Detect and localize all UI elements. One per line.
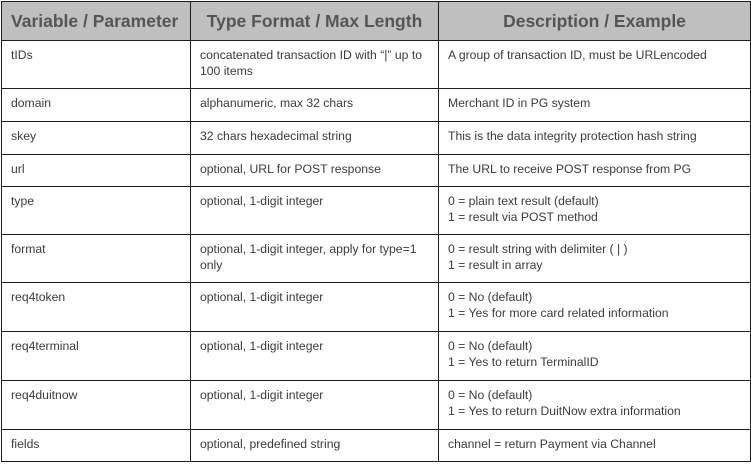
header-row <box>2 2 751 41</box>
table-row <box>2 381 751 430</box>
table-row <box>2 122 751 155</box>
desc-line: This is the data integrity protection hash string <box>448 129 697 143</box>
desc-line: 1 = Yes to return DuitNow extra information <box>448 404 681 418</box>
type-cell: 32 chars hexadecimal string <box>191 122 439 155</box>
desc-line: 1 = result in array <box>448 258 543 272</box>
desc-cell <box>439 235 751 283</box>
param-cell: url <box>2 155 191 187</box>
table-row <box>2 430 751 462</box>
desc-cell <box>439 332 751 381</box>
param-cell: format <box>2 235 191 283</box>
type-cell: optional, URL for POST response <box>191 155 439 187</box>
type-cell: optional, predefined string <box>191 430 439 462</box>
desc-line: 1 = Yes for more card related information <box>448 306 669 320</box>
param-cell: req4token <box>2 283 191 332</box>
desc-cell <box>439 283 751 332</box>
desc-line: 0 = No (default) <box>448 388 533 402</box>
type-cell: optional, 1-digit integer <box>191 381 439 430</box>
header-variable: Variable / Parameter <box>2 2 191 41</box>
desc-line: 0 = No (default) <box>448 339 533 353</box>
desc-cell <box>439 41 751 89</box>
desc-cell <box>439 430 751 462</box>
type-cell: optional, 1-digit integer <box>191 187 439 235</box>
desc-cell <box>439 187 751 235</box>
type-cell: optional, 1-digit integer, apply for type=1 only <box>191 235 439 283</box>
param-cell: skey <box>2 122 191 155</box>
header-type: Type Format / Max Length <box>191 2 439 41</box>
desc-cell <box>439 155 751 187</box>
desc-cell <box>439 89 751 122</box>
table-row <box>2 283 751 332</box>
desc-line: 0 = No (default) <box>448 290 533 304</box>
param-cell: tIDs <box>2 41 191 89</box>
type-cell: concatenated transaction ID with “|” up to 100 items <box>191 41 439 89</box>
param-cell: domain <box>2 89 191 122</box>
table-row <box>2 332 751 381</box>
header-description: Description / Example <box>439 2 751 41</box>
param-cell: fields <box>2 430 191 462</box>
desc-line: The URL to receive POST response from PG <box>448 162 692 176</box>
table-row <box>2 187 751 235</box>
table-row <box>2 155 751 187</box>
desc-line: 0 = plain text result (default) <box>448 194 599 208</box>
table-row <box>2 89 751 122</box>
desc-cell <box>439 122 751 155</box>
desc-line: channel = return Payment via Channel <box>448 437 656 451</box>
param-cell: req4duitnow <box>2 381 191 430</box>
type-cell: optional, 1-digit integer <box>191 283 439 332</box>
param-cell: type <box>2 187 191 235</box>
desc-line: 1 = result via POST method <box>448 210 598 224</box>
parameter-table <box>1 1 751 462</box>
table-row <box>2 41 751 89</box>
desc-line: A group of transaction ID, must be URLencoded <box>448 48 707 62</box>
param-cell: req4terminal <box>2 332 191 381</box>
desc-line: 0 = result string with delimiter ( | ) <box>448 242 628 256</box>
desc-cell <box>439 381 751 430</box>
type-cell: alphanumeric, max 32 chars <box>191 89 439 122</box>
desc-line: 1 = Yes to return TerminalID <box>448 355 599 369</box>
desc-line: Merchant ID in PG system <box>448 96 591 110</box>
type-cell: optional, 1-digit integer <box>191 332 439 381</box>
table-row <box>2 235 751 283</box>
